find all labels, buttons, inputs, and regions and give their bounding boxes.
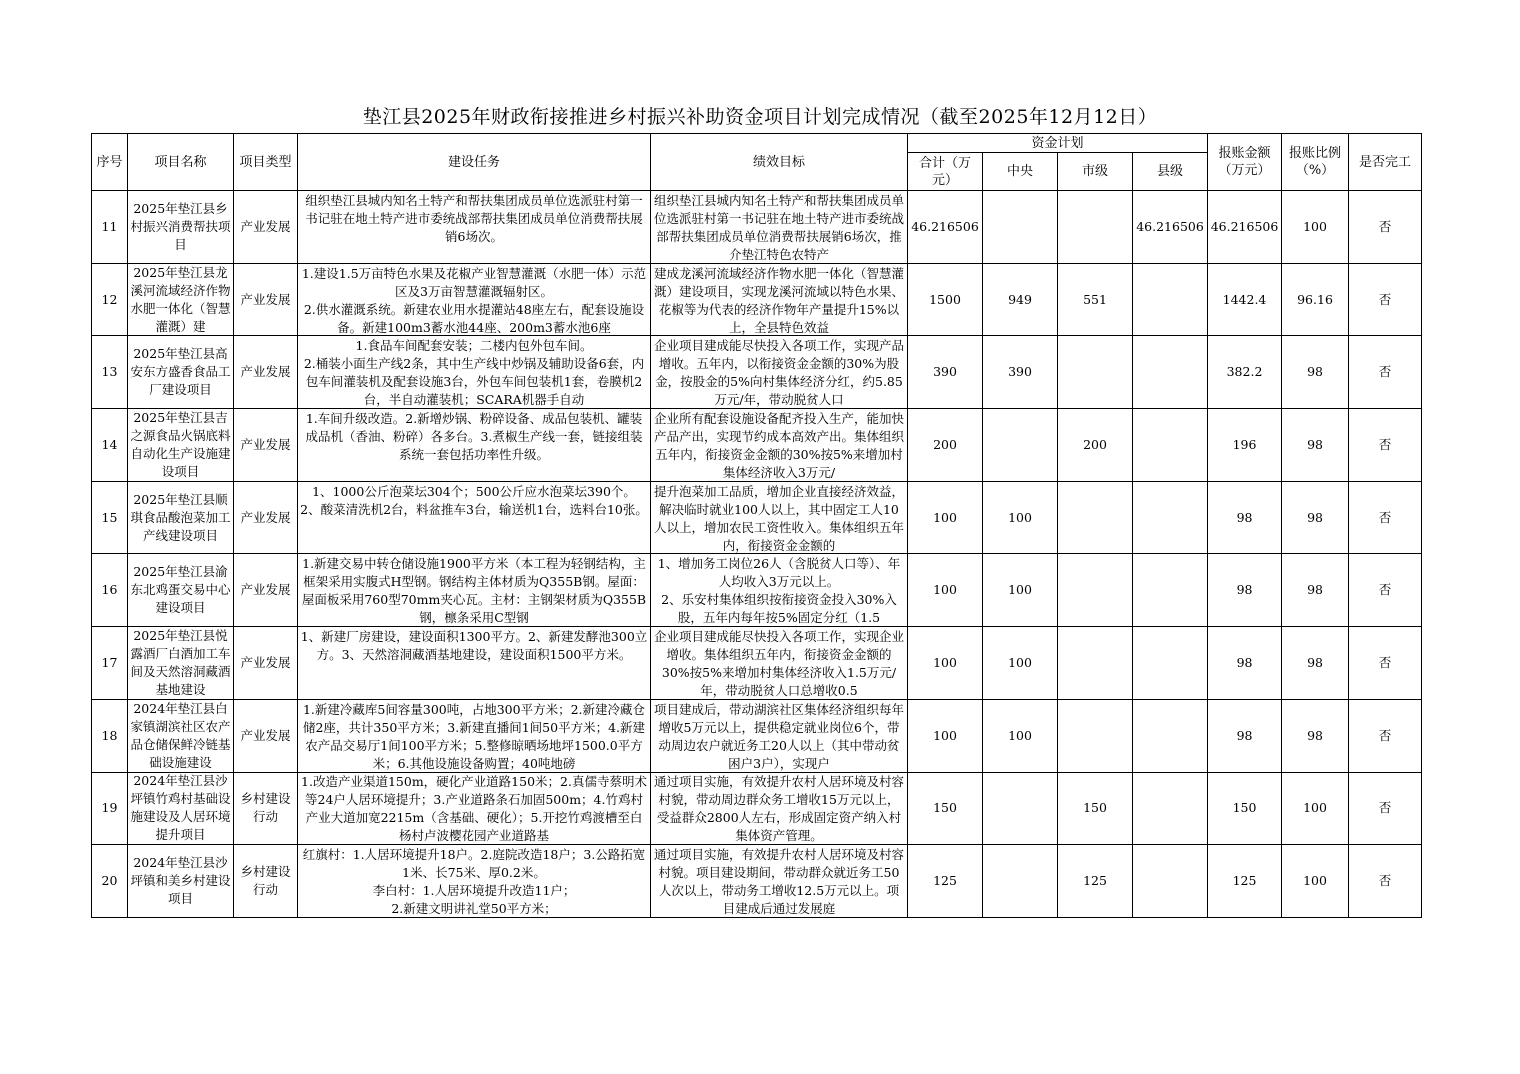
cell-reimb-ratio: 98 xyxy=(1282,481,1349,554)
cell-reimb-ratio: 98 xyxy=(1282,554,1349,627)
cell-name-text: 2024年垫江县沙坪镇竹鸡村基础设施建设及人居环境提升项目 xyxy=(130,773,231,843)
cell-completed: 否 xyxy=(1349,627,1422,700)
cell-seq: 17 xyxy=(92,627,128,700)
cell-task-text: 1、新建厂房建设，建设面积1300平方。2、新建发酵池300立方。3、天然溶洞藏酒基地建设，建设面积1500平方米。 xyxy=(300,628,648,662)
cell-county xyxy=(1133,554,1208,627)
cell-total: 390 xyxy=(908,336,983,409)
cell-task-text: 组织垫江县城内知名土特产和帮扶集团成员单位选派驻村第一书记驻在地土特产进市委统战部帮扶集团成员单位消费帮扶展销6场次。 xyxy=(305,192,643,244)
cell-goal-text: 1、增加务工岗位26人（含脱贫人口等）、年人均收入3万元以上。 2、乐安村集体组织按衔接资金投入30%入股，五年内每年按5%固定分红（1.5 xyxy=(657,556,901,626)
cell-total: 150 xyxy=(908,772,983,845)
cell-name-text: 2024年垫江县沙坪镇和美乡村建设项目 xyxy=(130,855,231,907)
cell-total: 200 xyxy=(908,409,983,482)
cell-reimb-amount: 98 xyxy=(1208,481,1282,554)
cell-name xyxy=(128,627,234,700)
cell-completed: 否 xyxy=(1349,481,1422,554)
cell-central: 100 xyxy=(983,554,1058,627)
cell-central xyxy=(983,772,1058,845)
cell-seq: 12 xyxy=(92,263,128,336)
cell-reimb-amount: 98 xyxy=(1208,554,1282,627)
table-row xyxy=(92,627,1422,700)
table-row xyxy=(92,481,1422,554)
cell-central xyxy=(983,191,1058,264)
cell-reimb-ratio: 100 xyxy=(1282,772,1349,845)
cell-type: 产业发展 xyxy=(234,481,298,554)
cell-task-text: 1.食品车间配套安装；二楼内包外包车间。 2.桶装小面生产线2条，其中生产线中炒锅及辅助设备6套，内包车间灌装机及配套设施3台，外包车间包装机1套，卷膜机2台，半自动灌装机；SCARA机器手自动 xyxy=(303,338,645,408)
header-goal: 绩效目标 xyxy=(651,134,908,191)
page-title: 垫江县2025年财政衔接推进乡村振兴补助资金项目计划完成情况（截至2025年12月12日） xyxy=(362,106,1158,128)
header-reimb-amount: 报账金额（万元） xyxy=(1208,134,1282,191)
cell-task-text: 红旗村：1.人居环境提升18户。2.庭院改造18户；3.公路拓宽1米、长75米、厚0.2米。 李白村：1.人居环境提升改造11户； 2.新建文明讲礼堂50平方米； xyxy=(302,847,646,917)
cell-name-text: 2024年垫江县白家镇湖滨社区农产品仓储保鲜冷链基础设施建设 xyxy=(130,700,231,770)
cell-task-text: 1.新建交易中转仓储设施1900平方米（本工程为轻钢结构，主框架采用实腹式H型钢。钢结构主体材质为Q355B钢。屋面：屋面板采用760型70mm夹心瓦。主材：主钢架材质为Q355B钢，檩条采用C型钢 xyxy=(301,556,647,626)
header-city: 市级 xyxy=(1058,153,1133,191)
cell-city: 125 xyxy=(1058,845,1133,918)
cell-goal-text: 企业所有配套设施设备配齐投入生产，能加快产品产出，实现节约成本高效产出。集体组织五年内，衔接资金金额的30%按5%来增加村集体经济收入3万元/ xyxy=(653,410,904,480)
cell-task-text: 1、1000公斤泡菜坛304个；500公斤应水泡菜坛390个。 2、酸菜清洗机2台，料盆推车3台，输送机1台，选料台10张。 xyxy=(300,483,648,517)
cell-reimb-amount: 1442.4 xyxy=(1208,263,1282,336)
cell-reimb-ratio: 100 xyxy=(1282,191,1349,264)
cell-name-text: 2025年垫江县渝东北鸡蛋交易中心建设项目 xyxy=(130,564,231,616)
table-row xyxy=(92,772,1422,845)
header-type: 项目类型 xyxy=(234,134,298,191)
cell-task xyxy=(298,409,651,482)
cell-city xyxy=(1058,554,1133,627)
cell-task xyxy=(298,481,651,554)
cell-reimb-amount: 382.2 xyxy=(1208,336,1282,409)
cell-seq: 13 xyxy=(92,336,128,409)
cell-reimb-amount: 98 xyxy=(1208,627,1282,700)
cell-reimb-amount: 125 xyxy=(1208,845,1282,918)
cell-type: 产业发展 xyxy=(234,627,298,700)
cell-task xyxy=(298,263,651,336)
cell-name-text: 2025年垫江县顺琪食品酸泡菜加工产线建设项目 xyxy=(130,491,231,543)
table-row xyxy=(92,699,1422,772)
cell-type: 乡村建设行动 xyxy=(234,772,298,845)
cell-city: 150 xyxy=(1058,772,1133,845)
cell-goal-text: 企业项目建成能尽快投入各项工作，实现企业增收。集体组织五年内，衔接资金金额的30%按5%来增加村集体经济收入1.5万元/年，带动脱贫人口总增收0.5 xyxy=(653,628,904,698)
cell-total: 100 xyxy=(908,481,983,554)
cell-name xyxy=(128,772,234,845)
cell-type: 产业发展 xyxy=(234,409,298,482)
cell-type: 产业发展 xyxy=(234,699,298,772)
cell-completed: 否 xyxy=(1349,554,1422,627)
cell-county xyxy=(1133,481,1208,554)
cell-central: 100 xyxy=(983,627,1058,700)
cell-reimb-ratio: 98 xyxy=(1282,627,1349,700)
cell-city: 551 xyxy=(1058,263,1133,336)
cell-completed: 否 xyxy=(1349,263,1422,336)
cell-completed: 否 xyxy=(1349,699,1422,772)
header-total: 合计（万元） xyxy=(908,153,983,191)
project-table xyxy=(91,133,1422,918)
cell-task-text: 1.建设1.5万亩特色水果及花椒产业智慧灌溉（水肥一体）示范区及3万亩智慧灌溉辐射区。 2.供水灌溉系统。新建农业用水提灌站48座左右，配套设施设备。新建100m3蓄水池44座、200m3蓄水池6座 xyxy=(301,265,647,335)
cell-city: 200 xyxy=(1058,409,1133,482)
cell-task xyxy=(298,772,651,845)
cell-city xyxy=(1058,699,1133,772)
cell-central xyxy=(983,845,1058,918)
cell-name xyxy=(128,409,234,482)
cell-reimb-ratio: 98 xyxy=(1282,409,1349,482)
cell-task-text: 1.新建冷藏库5间容量300吨，占地300平方米；2.新建冷藏仓储2座，共计350平方米；3.新建直播间1间50平方米；4.新建农产品交易厅1间100平方米；5.整修晾晒场地坪1500.0平方米；6.其他设施设备购置；40吨地磅 xyxy=(302,701,646,771)
cell-goal xyxy=(651,772,908,845)
cell-county xyxy=(1133,627,1208,700)
cell-goal-text: 提升泡菜加工品质，增加企业直接经济效益，解决临时就业100人以上，其中固定工人10人以上，增加农民工资性收入。集体组织五年内，衔接资金金额的 xyxy=(653,483,904,553)
cell-seq: 14 xyxy=(92,409,128,482)
cell-seq: 15 xyxy=(92,481,128,554)
header-seq: 序号 xyxy=(92,134,128,191)
cell-reimb-ratio: 98 xyxy=(1282,336,1349,409)
cell-seq: 16 xyxy=(92,554,128,627)
cell-county xyxy=(1133,772,1208,845)
cell-name-text: 2025年垫江县龙溪河流域经济作物水肥一体化（智慧灌溉）建 xyxy=(130,264,231,334)
cell-central: 390 xyxy=(983,336,1058,409)
cell-task-text: 1.车间升级改造。2.新增炒锅、粉碎设备、成品包装机、罐装成品机（香油、粉碎）各多台。3.煮椒生产线一套，链接组装系统一套包括功率性升级。 xyxy=(305,410,643,462)
cell-name-text: 2025年垫江县吉之源食品火锅底料自动化生产设施建设项目 xyxy=(130,409,231,479)
header-completed: 是否完工 xyxy=(1349,134,1422,191)
header-fund-plan: 资金计划 xyxy=(908,134,1208,153)
cell-total: 125 xyxy=(908,845,983,918)
cell-completed: 否 xyxy=(1349,772,1422,845)
cell-goal-text: 项目建成后，带动湖滨社区集体经济组织每年增收5万元以上，提供稳定就业岗位6个，带动周边农户就近务工20人以上（其中带动贫困户3户），实现户 xyxy=(653,701,904,771)
cell-central: 949 xyxy=(983,263,1058,336)
cell-task xyxy=(298,699,651,772)
cell-name-text: 2025年垫江县乡村振兴消费帮扶项目 xyxy=(130,200,231,252)
cell-reimb-ratio: 100 xyxy=(1282,845,1349,918)
cell-reimb-amount: 196 xyxy=(1208,409,1282,482)
table-body xyxy=(92,191,1422,918)
cell-task xyxy=(298,191,651,264)
cell-reimb-ratio: 98 xyxy=(1282,699,1349,772)
cell-goal xyxy=(651,263,908,336)
cell-city xyxy=(1058,481,1133,554)
cell-total: 100 xyxy=(908,554,983,627)
cell-seq: 11 xyxy=(92,191,128,264)
cell-type: 产业发展 xyxy=(234,263,298,336)
cell-goal xyxy=(651,191,908,264)
table-row xyxy=(92,336,1422,409)
table-row xyxy=(92,845,1422,918)
header-name: 项目名称 xyxy=(128,134,234,191)
cell-type: 乡村建设行动 xyxy=(234,845,298,918)
cell-reimb-amount: 150 xyxy=(1208,772,1282,845)
cell-total: 1500 xyxy=(908,263,983,336)
table-row xyxy=(92,263,1422,336)
cell-goal xyxy=(651,699,908,772)
cell-goal xyxy=(651,336,908,409)
cell-goal-text: 通过项目实施，有效提升农村人居环境及村容村貌。项目建设期间，带动群众就近务工50人次以上，带动务工增收12.5万元以上。项目建成后通过发展庭 xyxy=(653,847,904,917)
cell-goal xyxy=(651,481,908,554)
cell-goal xyxy=(651,627,908,700)
cell-type: 产业发展 xyxy=(234,191,298,264)
cell-task xyxy=(298,554,651,627)
cell-goal-text: 组织垫江县城内知名土特产和帮扶集团成员单位选派驻村第一书记驻在地土特产进市委统战部帮扶集团成员单位消费帮扶展销6场次，推介垫江特色农特产 xyxy=(653,192,904,262)
header-county: 县级 xyxy=(1133,153,1208,191)
cell-central: 100 xyxy=(983,699,1058,772)
cell-seq: 18 xyxy=(92,699,128,772)
cell-county xyxy=(1133,263,1208,336)
cell-total: 100 xyxy=(908,627,983,700)
cell-central: 100 xyxy=(983,481,1058,554)
cell-name xyxy=(128,699,234,772)
cell-reimb-amount: 46.216506 xyxy=(1208,191,1282,264)
cell-city xyxy=(1058,627,1133,700)
cell-name xyxy=(128,263,234,336)
cell-name xyxy=(128,554,234,627)
cell-reimb-amount: 98 xyxy=(1208,699,1282,772)
cell-county xyxy=(1133,699,1208,772)
cell-task xyxy=(298,845,651,918)
cell-seq: 19 xyxy=(92,772,128,845)
cell-completed: 否 xyxy=(1349,191,1422,264)
cell-type: 产业发展 xyxy=(234,336,298,409)
table-row xyxy=(92,409,1422,482)
cell-county xyxy=(1133,409,1208,482)
cell-total: 46.216506 xyxy=(908,191,983,264)
cell-goal-text: 建成龙溪河流域经济作物水肥一体化（智慧灌溉）建设项目，实现龙溪河流域以特色水果、花椒等为代表的经济作物年产量提升15%以上，全县特色效益 xyxy=(653,265,904,335)
cell-central xyxy=(983,409,1058,482)
cell-name-text: 2025年垫江县悦露酒厂白酒加工车间及天然溶洞藏酒基地建设 xyxy=(130,627,231,697)
cell-reimb-ratio: 96.16 xyxy=(1282,263,1349,336)
cell-goal xyxy=(651,554,908,627)
cell-total: 100 xyxy=(908,699,983,772)
cell-name xyxy=(128,336,234,409)
cell-type: 产业发展 xyxy=(234,554,298,627)
cell-completed: 否 xyxy=(1349,336,1422,409)
cell-goal-text: 企业项目建成能尽快投入各项工作，实现产品增收。五年内，以衔接资金金额的30%为股金，按股金的5%向村集体经济分红，约5.85万元/年，带动脱贫人口 xyxy=(653,338,904,408)
cell-task xyxy=(298,627,651,700)
cell-city xyxy=(1058,191,1133,264)
header-task: 建设任务 xyxy=(298,134,651,191)
cell-completed: 否 xyxy=(1349,845,1422,918)
cell-goal-text: 通过项目实施，有效提升农村人居环境及村容村貌，带动周边群众务工增收15万元以上，受益群众2800人左右，形成固定资产纳入村集体资产管理。 xyxy=(653,774,904,844)
cell-seq: 20 xyxy=(92,845,128,918)
cell-name xyxy=(128,845,234,918)
cell-name xyxy=(128,191,234,264)
table-row xyxy=(92,191,1422,264)
cell-city xyxy=(1058,336,1133,409)
cell-county: 46.216506 xyxy=(1133,191,1208,264)
cell-county xyxy=(1133,336,1208,409)
cell-task xyxy=(298,336,651,409)
cell-task-text: 1.改造产业渠道150m，硬化产业道路150米；2.真儒寺蔡明术等24户人居环境提升；3.产业道路条石加固500m；4.竹鸡村产业大道加宽2215m（含基础、硬化）；5.开挖竹鸡渡槽至白杨村卢波樱花园产业道路基 xyxy=(301,774,647,844)
cell-county xyxy=(1133,845,1208,918)
cell-goal xyxy=(651,845,908,918)
table-row xyxy=(92,554,1422,627)
cell-name-text: 2025年垫江县高安东方盛香食品工厂建设项目 xyxy=(130,346,231,398)
cell-completed: 否 xyxy=(1349,409,1422,482)
header-reimb-ratio: 报账比例（%） xyxy=(1282,134,1349,191)
cell-goal xyxy=(651,409,908,482)
cell-name xyxy=(128,481,234,554)
header-central: 中央 xyxy=(983,153,1058,191)
